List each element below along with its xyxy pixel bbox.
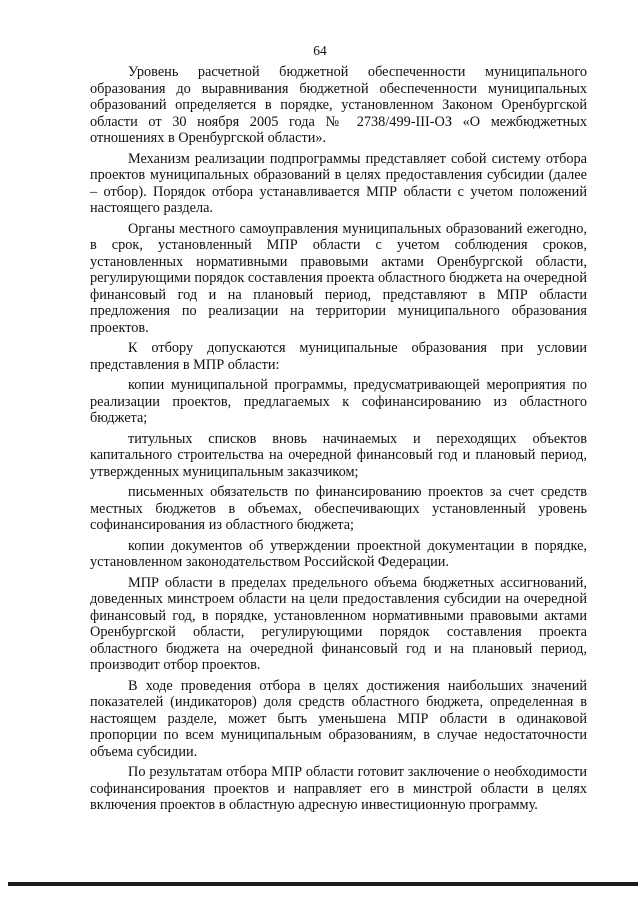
paragraph-selection: МПР области в пределах предельного объема бюджетных ассигнований, доведенных минстроем области на цели предоставления субсидии на очередной финансовый год, в порядке, установленном нормативными правовыми актами Оренбургской области, регулирующими порядок составления проекта областного бюджета на очередной финансовый год и на плановый период, производит отбор проектов. [90, 574, 587, 673]
list-item-written-obligations: письменных обязательств по финансированию проектов за счет средств местных бюджетов в объемах, обеспечивающих установленный уровень софинансирования из областного бюджета; [90, 484, 587, 533]
list-item-design-documents: копии документов об утверждении проектной документации в порядке, установленном законодательством Российской Федерации. [90, 537, 587, 570]
list-item-program-copies: копии муниципальной программы, предусматривающей мероприятия по реализации проектов, предлагаемых к софинансированию из областного бюджета; [90, 377, 587, 426]
paragraph-indicators: В ходе проведения отбора в целях достижения наибольших значений показателей (индикаторов) доля средств областного бюджета, определенная в настоящем разделе, может быть уменьшена МПР области в одинаковой пропорции по всем муниципальным образованиям, в случае недостаточности объема субсидии. [90, 677, 587, 760]
paragraph-budget-level: Уровень расчетной бюджетной обеспеченности муниципального образования до выравнивания бюджетной обеспеченности муниципальных образований определяется в порядке, установленном Законом Оренбургской области от 30 ноября 2005 года № 2738/499-III-ОЗ «О межбюджетных отношениях в Оренбургской области». [90, 64, 587, 146]
paragraph-mechanism: Механизм реализации подпрограммы представляет собой систему отбора проектов муниципальных образований в целях предоставления субсидии (далее – отбор). Порядок отбора устанавливается МПР области с учетом положений настоящего раздела. [90, 150, 587, 216]
paragraph-conclusion: По результатам отбора МПР области готовит заключение о необходимости софинансирования проектов и направляет его в минстрой области в целях включения проектов в областную адресную инвестиционную программу. [90, 764, 587, 813]
bottom-rule [8, 882, 638, 886]
paragraph-admission-conditions: К отбору допускаются муниципальные образования при условии представления в МПР области: [90, 340, 587, 373]
document-body [90, 64, 587, 818]
list-item-title-lists: титульных списков вновь начинаемых и переходящих объектов капитального строительства на очередной финансовый год и плановый период, утвержденных муниципальным заказчиком; [90, 430, 587, 480]
paragraph-local-authorities: Органы местного самоуправления муниципальных образований ежегодно, в срок, установленный МПР области с учетом соблюдения сроков, установленных нормативными правовыми актами Оренбургской области, регулирующими порядок составления проекта областного бюджета на очередной финансовый год и на плановый период, представляют в МПР области предложения по реализации на территории муниципального образования проектов. [90, 220, 587, 336]
page-number: 64 [313, 43, 327, 58]
